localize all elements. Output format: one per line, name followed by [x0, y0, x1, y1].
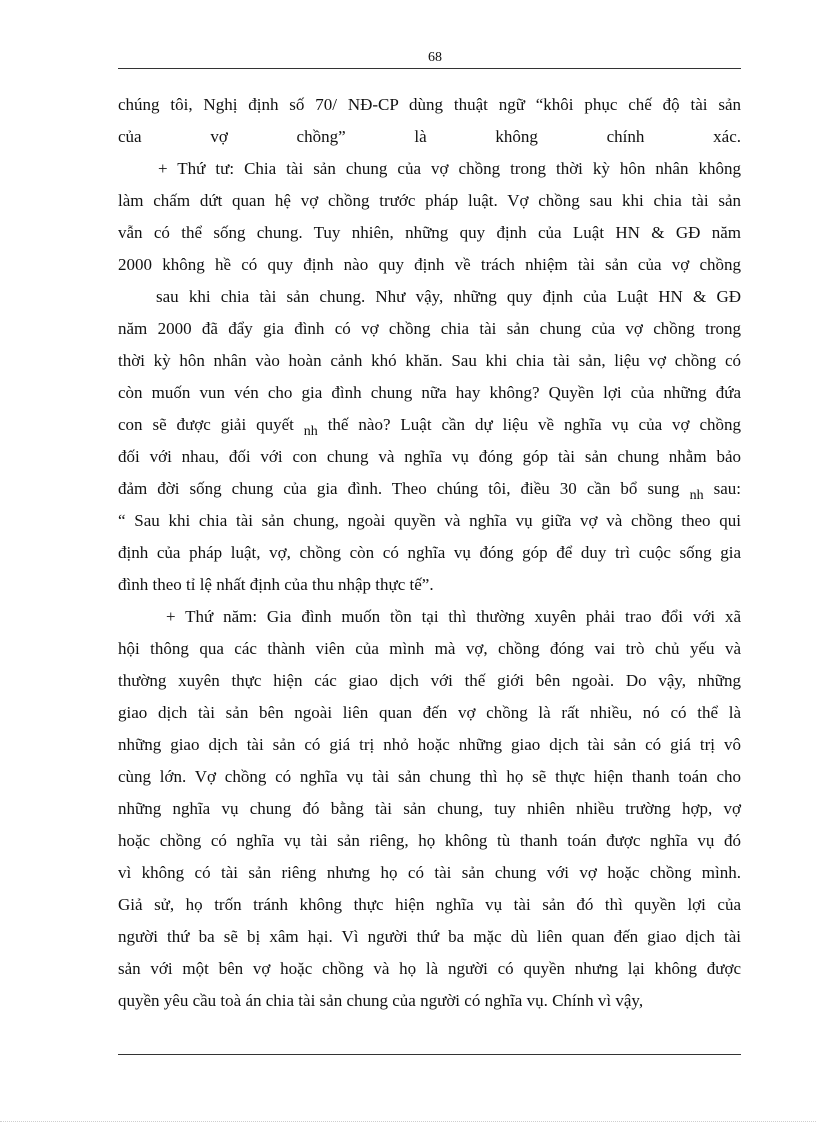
text-line-content: thời kỳ hôn nhân vào hoàn cảnh khó khăn. Sau khi chia tài sản, liệu vợ chồng có	[118, 351, 741, 370]
text-line-content: những giao dịch tài sản có giá trị nhỏ hoặc những giao dịch tài sản có giá trị vô	[118, 735, 741, 754]
text-line-continuation: sau:	[703, 479, 741, 498]
text-line-content: người thứ ba sẽ bị xâm hại. Vì người thứ ba mặc dù liên quan đến giao dịch tài	[118, 927, 741, 946]
text-line	[118, 537, 741, 569]
text-line-content: quyền yêu cầu toà án chia tài sản chung của người có nghĩa vụ. Chính vì vậy,	[118, 991, 644, 1010]
text-line	[118, 761, 741, 793]
text-line-content: hội thông qua các thành viên của mình mà vợ, chồng đóng vai trò chủ yếu và	[118, 639, 741, 658]
text-line	[118, 953, 741, 985]
text-line-content: hoặc chồng có nghĩa vụ tài sản riêng, họ không tù thanh toán được nghĩa vụ đó	[118, 831, 741, 850]
text-line	[118, 217, 741, 249]
text-line	[118, 889, 741, 921]
text-line	[118, 857, 741, 889]
text-line-content: + Thứ năm: Gia đình muốn tồn tại thì thường xuyên phải trao đổi với xã	[166, 607, 741, 626]
text-line-content: làm chấm dứt quan hệ vợ chồng trước pháp luật. Vợ chồng sau khi chia tài sản	[118, 191, 741, 210]
text-line	[118, 633, 741, 665]
text-line-content: định của pháp luật, vợ, chồng còn có nghĩa vụ đóng góp để duy trì cuộc sống gia	[118, 543, 741, 562]
page-edge-dotted-line	[0, 1121, 816, 1122]
text-line	[118, 185, 741, 217]
text-line	[118, 409, 741, 441]
text-line	[118, 793, 741, 825]
text-line-content: “ Sau khi chia tài sản chung, ngoài quyền và nghĩa vụ giữa vợ và chồng theo qui	[118, 511, 741, 530]
text-line	[118, 377, 741, 409]
text-line	[118, 89, 741, 121]
text-line-content: Giả sử, họ trốn tránh không thực hiện nghĩa vụ tài sản đó thì quyền lợi của	[118, 895, 741, 914]
page-number: 68	[428, 50, 442, 65]
text-line	[118, 825, 741, 857]
text-line	[118, 601, 741, 633]
text-line-content: thường xuyên thực hiện các giao dịch với thế giới bên ngoài. Do vậy, những	[118, 671, 741, 690]
text-line	[118, 473, 741, 505]
text-line-content: những nghĩa vụ chung đó bằng tài sản chung, tuy nhiên nhiều trường hợp, vợ	[118, 799, 741, 818]
text-line-content: đối với nhau, đối với con chung và nghĩa vụ đóng góp tài sản chung nhằm bảo	[118, 447, 741, 466]
text-line	[118, 249, 741, 281]
text-line-content: con sẽ được giải quyết	[118, 415, 294, 434]
text-line	[118, 569, 741, 601]
text-line	[118, 281, 741, 313]
subscript-fragment: nh	[303, 424, 318, 439]
text-line-content: giao dịch tài sản bên ngoài liên quan đến vợ chồng là rất nhiều, nó có thể là	[118, 703, 741, 722]
text-line	[118, 313, 741, 345]
text-line-continuation: thế nào? Luật cần dự liệu về nghĩa vụ của vợ chồng	[317, 415, 742, 434]
text-line	[118, 729, 741, 761]
text-line-content: năm 2000 đã đẩy gia đình có vợ chồng chia tài sản chung của vợ chồng trong	[118, 319, 741, 338]
text-line	[118, 985, 741, 1017]
text-line-content: cùng lớn. Vợ chồng có nghĩa vụ tài sản chung thì họ sẽ thực hiện thanh toán cho	[118, 767, 741, 786]
text-line	[118, 153, 741, 185]
text-line-content: sản với một bên vợ hoặc chồng và họ là người có quyền nhưng lại không được	[118, 959, 741, 978]
text-line	[118, 505, 741, 537]
header-rule	[118, 68, 741, 69]
text-line	[118, 697, 741, 729]
subscript-fragment: nh	[689, 488, 704, 503]
footer-rule	[118, 1054, 741, 1055]
text-line-content: chúng tôi, Nghị định số 70/ NĐ-CP dùng thuật ngữ “khôi phục chế độ tài sản	[118, 95, 741, 114]
text-line-content: của vợ chồng” là không chính xác.	[118, 127, 741, 146]
text-line	[118, 121, 741, 153]
text-line	[118, 921, 741, 953]
text-line	[118, 345, 741, 377]
text-line-content: đình theo tỉ lệ nhất định của thu nhập thực tế”.	[118, 575, 434, 594]
text-line-content: 2000 không hề có quy định nào quy định về trách nhiệm tài sản của vợ chồng	[118, 255, 741, 274]
text-line-content: đảm đời sống chung của gia đình. Theo chúng tôi, điều 30 cần bổ sung	[118, 479, 680, 498]
text-line-content: vì không có tài sản riêng nhưng họ có tài sản chung với vợ hoặc chồng mình.	[118, 863, 741, 882]
text-line	[118, 441, 741, 473]
text-line-content: vẫn có thể sống chung. Tuy nhiên, những quy định của Luật HN & GĐ năm	[118, 223, 741, 242]
body-text	[118, 89, 741, 1017]
text-line	[118, 665, 741, 697]
text-line-content: còn muốn vun vén cho gia đình chung nữa hay không? Quyền lợi của những đứa	[118, 383, 741, 402]
text-line-content: + Thứ tư: Chia tài sản chung của vợ chồng trong thời kỳ hôn nhân không	[158, 159, 741, 178]
text-line-content: sau khi chia tài sản chung. Như vậy, những quy định của Luật HN & GĐ	[156, 287, 741, 306]
